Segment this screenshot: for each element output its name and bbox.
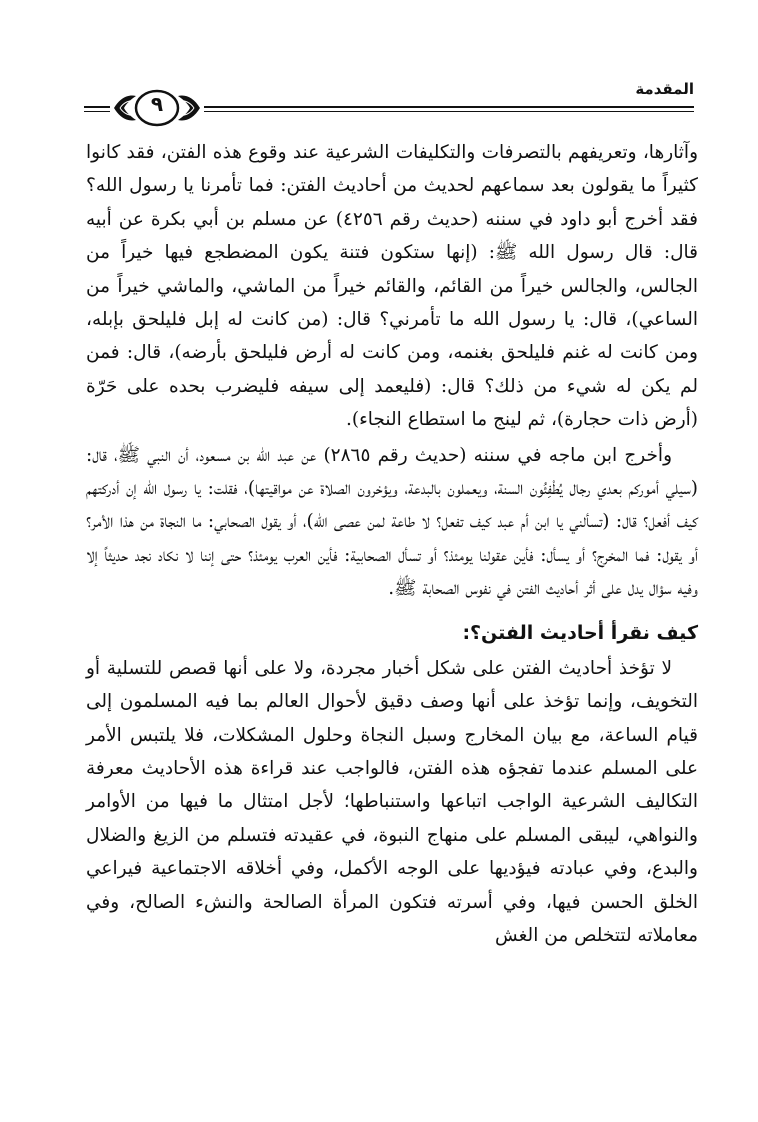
page-header (84, 78, 694, 128)
page-number: ٩ (150, 92, 164, 116)
page-body (86, 136, 698, 952)
header-short-rule-top (84, 106, 110, 108)
header-rule-bottom (204, 111, 694, 112)
page-number-badge (110, 86, 204, 130)
chapter-title: المقدمة (635, 80, 694, 98)
body-paragraph-1: وآثارها، وتعريفهم بالتصرفات والتكليفات الشرعية عند وقوع هذه الفتن، فقد كانوا كثيراً ما يقولون بعد سماعهم لحديث من أحاديث الفتن: فما تأمرنا يا رسول الله؟ فقد أخرج أبو داود في سننه (حديث رقم ٤٢٥٦) عن مسلم بن أبي بكرة عن أبيه قال: قال رسول الله ﷺ: (إنها ستكون فتنة يكون المضطجع فيها خيراً من الجالس، والجالس خيراً من القائم، والقائم خيراً من الماشي، والماشي خيراً من الساعي)، قال: يا رسول الله ما تأمرني؟ قال: (من كانت له إبل فليلحق بإبله، ومن كانت له غنم فليلحق بغنمه، ومن كانت له أرض فليلحق بأرضه)، قال: فمن لم يكن له شيء من ذلك؟ قال: (فليعمد إلى سيفه فليضرب بحده على حَرّة (أرض ذات حجارة)، ثم لينج ما استطاع النجاء). (86, 142, 698, 431)
section-paragraph: لا تؤخذ أحاديث الفتن على شكل أخبار مجردة، ولا على أنها قصص للتسلية أو التخويف، وإنما تؤخذ على أنها وصف دقيق لأحوال العالم بما فيه المسلمون إلى قيام الساعة، مع بيان المخارج وسبل النجاة وحلول المشكلات، فلا يلتبس الأمر على المسلم عندما تفجؤه هذه الفتن، فالواجب عند قراءة هذه الأحاديث معرفة التكاليف الشرعية الواجب اتباعها واستنباطها؛ لأجل امتثال ما فيها من الأوامر والنواهي، ليبقى المسلم على منهاج النبوة، في عقيدته فتسلم من الزيغ والضلال والبدع، وفي عبادته فيؤديها على الوجه الأكمل، وفي أخلاقه الاجتماعية فيراعي الخلق الحسن فيها، وفي أسرته فتكون المرأة الصالحة والنشء الصالح، وفي معاملاته لتتخلص من الغش (86, 657, 698, 946)
body-paragraph-2: وأخرج ابن ماجه في سننه (حديث رقم ٢٨٦٥) عن عبد الله بن مسعود، أن النبي ﷺ، قال: (سيلي أموركم بعدي رجال يُطْفِئُون السنة، ويعملون بالبدعة، ويؤخرون الصلاة عن مواقيتها)، فقلت: يا رسول الله إن أدركتهم كيف أفعل؟ قال: (تسألني يا ابن أم عبد كيف تفعل؟ لا طاعة لمن عصى الله)، أو يقول الصحابي: ما النجاة من هذا الأمر؟ أو يقول: فما المخرج؟ أو يسأل: فأين عقولنا يومئذ؟ أو تسأل الصحابية: فأين العرب يومئذ؟ حتى إننا لا نكاد نجد حديثاً إلا وفيه سؤال يدل على أثر أحاديث الفتن في نفوس الصحابة ﷺ. (86, 444, 698, 600)
header-rule-top (204, 106, 694, 108)
section-heading: كيف نقرأ أحاديث الفتن؟: (462, 621, 698, 644)
header-short-rule-bottom (84, 111, 110, 112)
